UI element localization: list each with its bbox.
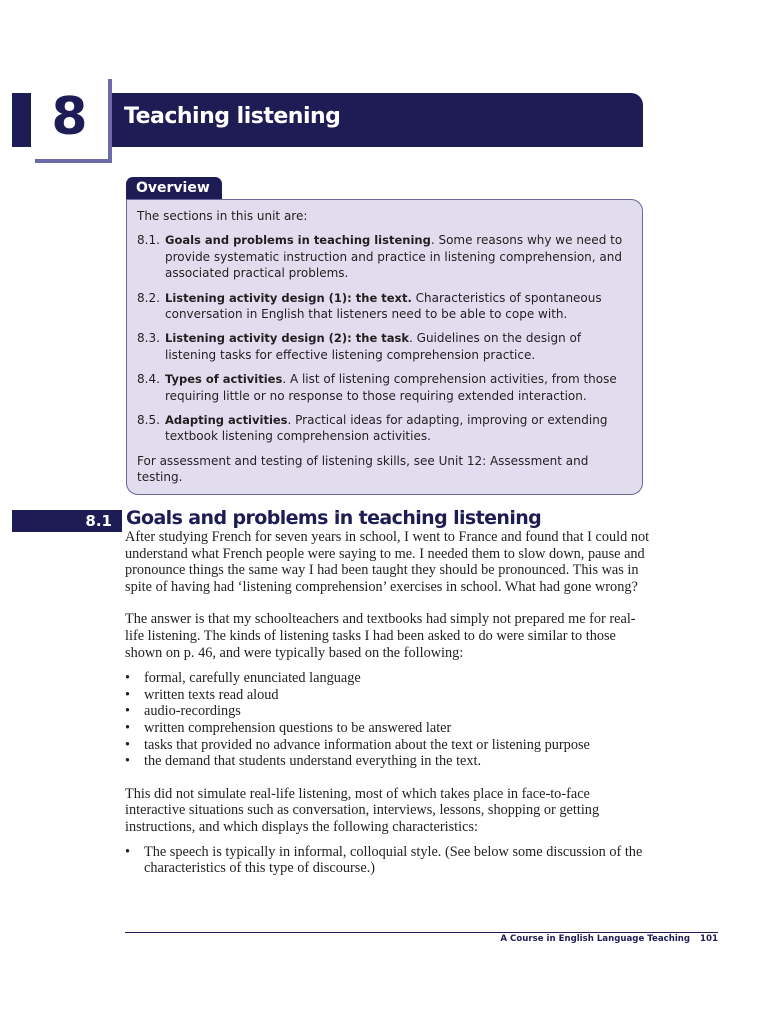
section-title: Goals and problems in teaching listening <box>126 507 542 529</box>
overview-item-number: 8.3. <box>137 331 160 346</box>
overview-item-number: 8.5. <box>137 413 160 428</box>
bullet-list-2 <box>125 844 650 877</box>
section-body <box>125 529 650 877</box>
overview-item-text: . A list of listening comprehension activities, from those requiring little or no response to those requiring extended interaction. <box>165 372 617 403</box>
bullet-list-1 <box>125 670 650 770</box>
paragraph-1: After studying French for seven years in school, I went to France and found that I could not understand what French people were saying to me. I needed them to slow down, pause and pronounce things the same way I had been taught they should be pronounced. This was in spite of having had ‘listening comprehension’ exercises in school. What had gone wrong? <box>125 529 650 595</box>
paragraph-3: This did not simulate real-life listening, most of which takes place in face-to-face interactive situations such as conversation, interviews, lessons, shopping or getting instructions, and which displays the following characteristics: <box>125 785 600 835</box>
overview-item-title: Adapting activities <box>165 413 288 428</box>
overview-list <box>137 232 634 444</box>
chapter-title: Teaching listening <box>124 104 341 129</box>
overview-item <box>137 330 634 363</box>
bullet-item: • the demand that students understand everything in the text. <box>125 753 650 770</box>
footer-rule <box>125 932 718 933</box>
overview-item-text: Characteristics of spontaneous conversation in English that listeners need to be able to cope with. <box>165 290 602 322</box>
bullet-item: • formal, carefully enunciated language <box>125 670 650 687</box>
page-number: 101 <box>700 934 718 944</box>
overview-item-text: . Guidelines on the design of listening tasks for effective listening comprehension practice. <box>165 331 582 362</box>
overview-tab: Overview <box>126 177 222 199</box>
overview-item <box>137 290 634 323</box>
overview-item <box>137 412 634 445</box>
overview-item-title: Listening activity design (2): the task <box>165 331 410 346</box>
overview-item-title: Types of activities <box>165 372 283 387</box>
bullet-item: • written texts read aloud <box>125 687 650 704</box>
overview-footer: For assessment and testing of listening skills, see Unit 12: Assessment and testing. <box>137 453 589 485</box>
paragraph-2: The answer is that my schoolteachers and textbooks had simply not prepared me for real-life listening. The kinds of listening tasks I had been asked to do were similar to those shown on p. 46, and were typically based on the following: <box>125 611 636 661</box>
section-number: 8.1 <box>85 512 112 530</box>
overview-item-text: . Practical ideas for adapting, improving or extending textbook listening comprehension activities. <box>165 413 608 444</box>
bullet-item: • The speech is typically in informal, colloquial style. (See below some discussion of the characteristics of this type of discourse.) <box>125 844 650 877</box>
bullet-item: • audio-recordings <box>125 703 650 720</box>
overview-box <box>126 199 643 495</box>
chapter-number: 8 <box>31 75 108 159</box>
overview-item <box>137 371 634 404</box>
overview-intro: The sections in this unit are: <box>137 209 308 223</box>
page-footer <box>500 934 718 944</box>
overview-item-number: 8.4. <box>137 372 160 387</box>
overview-item-text: . Some reasons why we need to provide systematic instruction and practice in listening comprehension, and associated practical problems. <box>165 233 623 281</box>
overview-item-number: 8.1. <box>137 233 160 248</box>
overview-item-title: Goals and problems in teaching listening <box>165 233 431 248</box>
overview-item-number: 8.2. <box>137 290 160 305</box>
overview-item <box>137 232 634 281</box>
bullet-item: • written comprehension questions to be answered later <box>125 720 650 737</box>
bullet-item: • tasks that provided no advance information about the text or listening purpose <box>125 737 650 754</box>
book-title: A Course in English Language Teaching <box>500 934 691 944</box>
overview-item-title: Listening activity design (1): the text. <box>165 290 412 305</box>
